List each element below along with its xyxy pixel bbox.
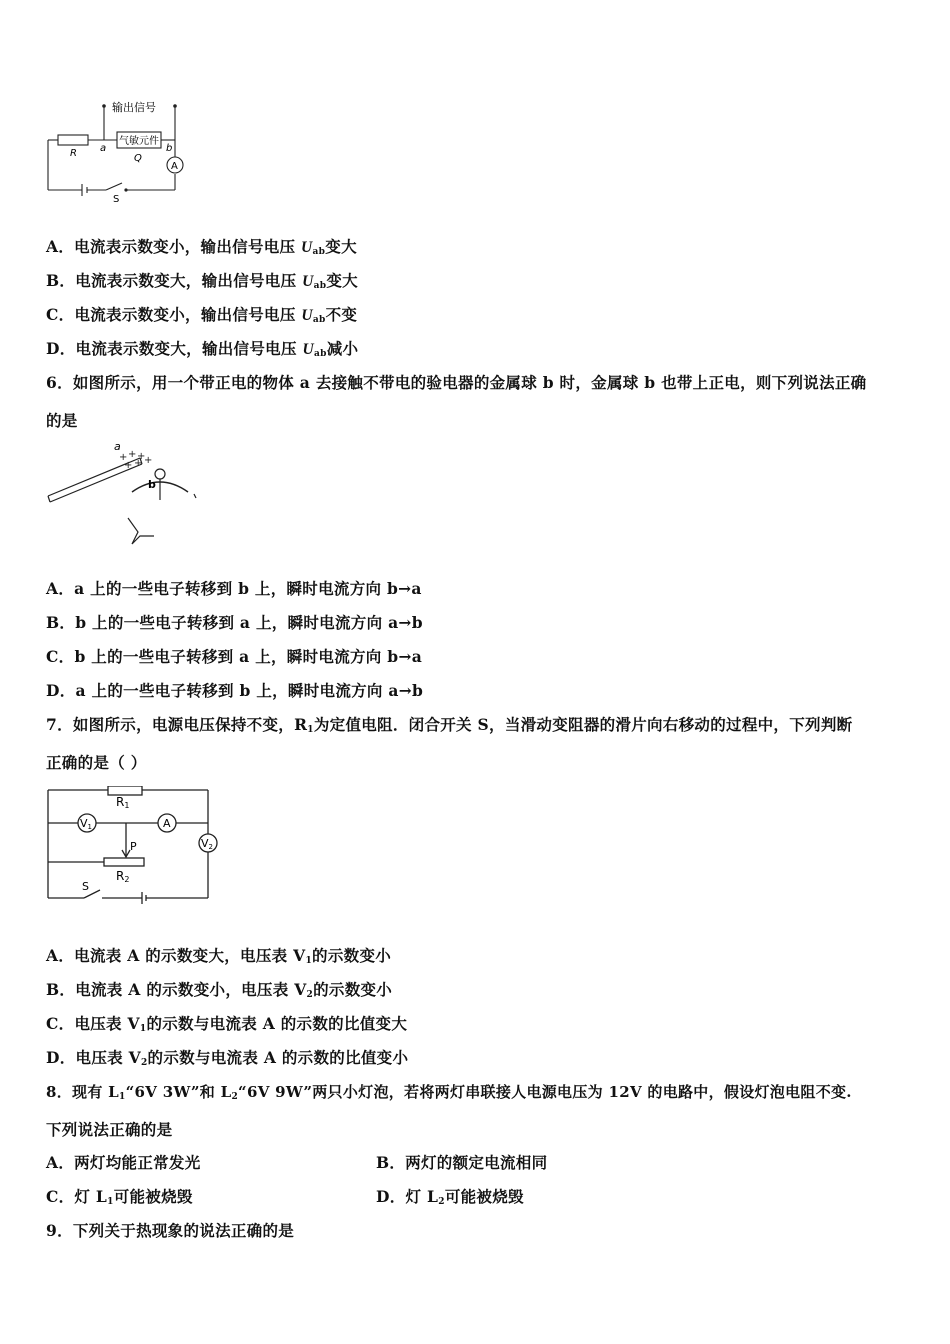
svg-text:R2: R2 (116, 869, 130, 884)
svg-text:+: + (144, 455, 153, 466)
svg-text:a: a (100, 143, 107, 154)
q8-stem-line2: 下列说法正确的是 (46, 1120, 173, 1139)
svg-text:V1: V1 (80, 817, 92, 831)
q6-option-a[interactable]: A．a 上的一些电子转移到 b 上，瞬时电流方向 b→a (46, 579, 422, 598)
q6-option-d[interactable]: D．a 上的一些电子转移到 b 上，瞬时电流方向 a→b (46, 681, 424, 700)
q5-option-d[interactable]: D．电流表示数变大，输出信号电压 $U_{ab}$减小 (46, 339, 359, 359)
resistor-r (58, 135, 88, 145)
q7-option-d[interactable]: D．电压表 $V_2$的示数与电流表 A 的示数的比值变小 (46, 1048, 409, 1068)
q8-option-a[interactable]: A．两灯均能正常发光 (46, 1153, 201, 1172)
svg-text:a: a (114, 440, 121, 453)
q7-option-b[interactable]: B．电流表 A 的示数变小，电压表 $V_2$的示数变小 (46, 980, 393, 1000)
svg-text:A: A (171, 161, 178, 172)
q5-option-a[interactable]: A．电流表示数变小，输出信号电压 $U_{ab}$变大 (46, 237, 357, 257)
circuit-diagram (44, 98, 194, 206)
q8-option-b[interactable]: B．两灯的额定电流相同 (376, 1153, 548, 1172)
metal-ball-b (155, 469, 165, 479)
svg-text:+: + (119, 452, 128, 463)
circuit-diagram-q7 (44, 786, 224, 908)
q6-option-b[interactable]: B．b 上的一些电子转移到 a 上，瞬时电流方向 a→b (46, 613, 423, 632)
svg-text:S: S (82, 880, 89, 893)
q6-stem-line2: 的是 (46, 411, 78, 430)
rheostat-r2 (104, 858, 144, 866)
q6-option-c[interactable]: C．b 上的一些电子转移到 a 上，瞬时电流方向 b→a (46, 647, 423, 666)
q7-stem-line1: 7．如图所示，电源电压保持不变，$R_1$为定值电阻．闭合开关 S，当滑动变阻器的滑片向右移动的过程中，下列判断 (46, 715, 853, 735)
svg-text:气敏元件: 气敏元件 (119, 136, 159, 147)
switch-s (106, 183, 122, 190)
q7-option-c[interactable]: C．电压表 $V_1$的示数与电流表 A 的示数的比值变大 (46, 1014, 408, 1034)
circuit-figure-q5 (44, 98, 194, 206)
electroscope-diagram (44, 438, 204, 550)
svg-text:R: R (70, 148, 77, 159)
svg-text:+: + (134, 458, 143, 469)
svg-text:+: + (137, 451, 146, 462)
svg-text:+: + (124, 460, 133, 471)
svg-text:输出信号: 输出信号 (112, 101, 156, 114)
svg-text:b: b (148, 478, 156, 491)
q8-option-d[interactable]: D．灯 $L_2$可能被烧毁 (376, 1187, 524, 1207)
svg-text:R1: R1 (116, 795, 130, 810)
q5-option-b[interactable]: B．电流表示数变大，输出信号电压 $U_{ab}$变大 (46, 271, 358, 291)
svg-text:b: b (166, 143, 173, 154)
svg-text:S: S (113, 194, 120, 205)
q6-stem-line1: 6．如图所示，用一个带正电的物体 a 去接触不带电的验电器的金属球 b 时，金属球 b 也带上正电，则下列说法正确 (46, 373, 867, 392)
q8-stem-line1: 8．现有 $L_1“6V$ 3W”和 $L_2“6V$ 9W”两只小灯泡，若将两灯串联接人电源电压为 12V 的电路中，假设灯泡电阻不变. (46, 1083, 852, 1102)
q7-option-a[interactable]: A．电流表 A 的示数变大，电压表 $V_1$的示数变小 (46, 946, 392, 966)
svg-text:Q: Q (134, 153, 142, 164)
circuit-figure-q7 (44, 786, 224, 908)
resistor-r1 (108, 786, 142, 795)
q5-option-c[interactable]: C．电流表示数变小，输出信号电压 $U_{ab}$不变 (46, 305, 358, 325)
svg-text:P: P (130, 840, 137, 853)
q8-option-c[interactable]: C．灯 $L_1$可能被烧毁 (46, 1187, 193, 1207)
svg-text:A: A (163, 817, 171, 830)
electroscope-figure-q6 (44, 438, 204, 550)
q7-stem-line2: 正确的是（ ） (46, 753, 147, 772)
svg-text:V2: V2 (201, 837, 213, 851)
svg-text:+: + (128, 449, 137, 460)
q9-stem: 9．下列关于热现象的说法正确的是 (46, 1221, 295, 1240)
